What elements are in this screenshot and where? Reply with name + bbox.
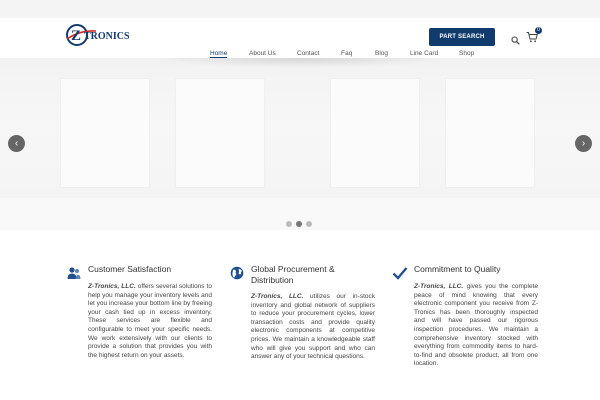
slider-dot[interactable] (286, 221, 292, 227)
slider-dot[interactable] (306, 221, 312, 227)
logo-letter: Z (71, 28, 82, 44)
z-tronics-logo-icon (66, 22, 130, 48)
feature-body (414, 283, 538, 369)
feature-title: Global Procurement & Distribution (251, 264, 335, 285)
hero-window (330, 78, 420, 188)
slider-next-button[interactable]: › (575, 135, 592, 152)
hero-window (60, 78, 150, 188)
nav-home[interactable]: Home (210, 50, 228, 57)
slider-prev-button[interactable]: ‹ (8, 135, 25, 152)
logo-text: TRONICS (84, 31, 130, 42)
search-icon[interactable] (511, 32, 520, 41)
nav-line-card[interactable]: Line Card (410, 50, 439, 57)
site-logo[interactable] (66, 22, 130, 48)
slider-dot[interactable] (296, 221, 302, 227)
globe-icon (230, 266, 244, 280)
nav-shadow (150, 58, 450, 68)
hero-slider (0, 58, 600, 230)
checkmark-icon (393, 266, 407, 280)
nav-contact[interactable]: Contact (297, 50, 320, 57)
part-search-button[interactable]: PART SEARCH (429, 28, 495, 46)
cart-count-badge: 0 (535, 27, 542, 34)
feature-text: offers several solutions to help you manage your inventory levels and let you increase your bottom line by freeing your cash tied up in excess inventory. These services are flexible and configurable to meet your specific needs. We work extensively with our clients to provide a solution that provides you with the highest return on your assets. (88, 283, 212, 359)
slider-dots (286, 214, 316, 220)
nav-shop[interactable]: Shop (459, 50, 475, 57)
users-icon (67, 266, 81, 280)
feature-body (88, 283, 212, 360)
nav-about-us[interactable]: About Us (249, 50, 276, 57)
nav-faq[interactable]: Faq (341, 50, 353, 57)
nav-blog[interactable]: Blog (375, 50, 389, 57)
feature-company: Z-Tronics, LLC. (414, 283, 464, 290)
feature-company: Z-Tronics, LLC. (251, 293, 304, 300)
feature-body (251, 293, 375, 362)
feature-text: gives you the complete peace of mind knowing that every electronic component you receive from Z-Tronics has been thoroughly inspected and will have passed our rigorous inspection procedures. We maintain a comprehensive inventory stocked with everything from commodity items to hard-to-find and obsolete product, all from one location. (414, 283, 538, 368)
feature-company: Z-Tronics, LLC. (88, 283, 136, 290)
hero-window (175, 78, 265, 188)
hero-window (445, 78, 535, 188)
feature-text: utilizes our in-stock inventory and global network of suppliers to reduce your procurement cycles, lower transaction costs and provide quality electronic components at competitive prices. We maintain a knowledgeable staff who will give you support and who can answer any of your technical questions. (251, 293, 375, 361)
top-bar (0, 0, 600, 18)
feature-title: Customer Satisfaction (88, 264, 172, 274)
feature-title: Commitment to Quality (414, 264, 501, 274)
